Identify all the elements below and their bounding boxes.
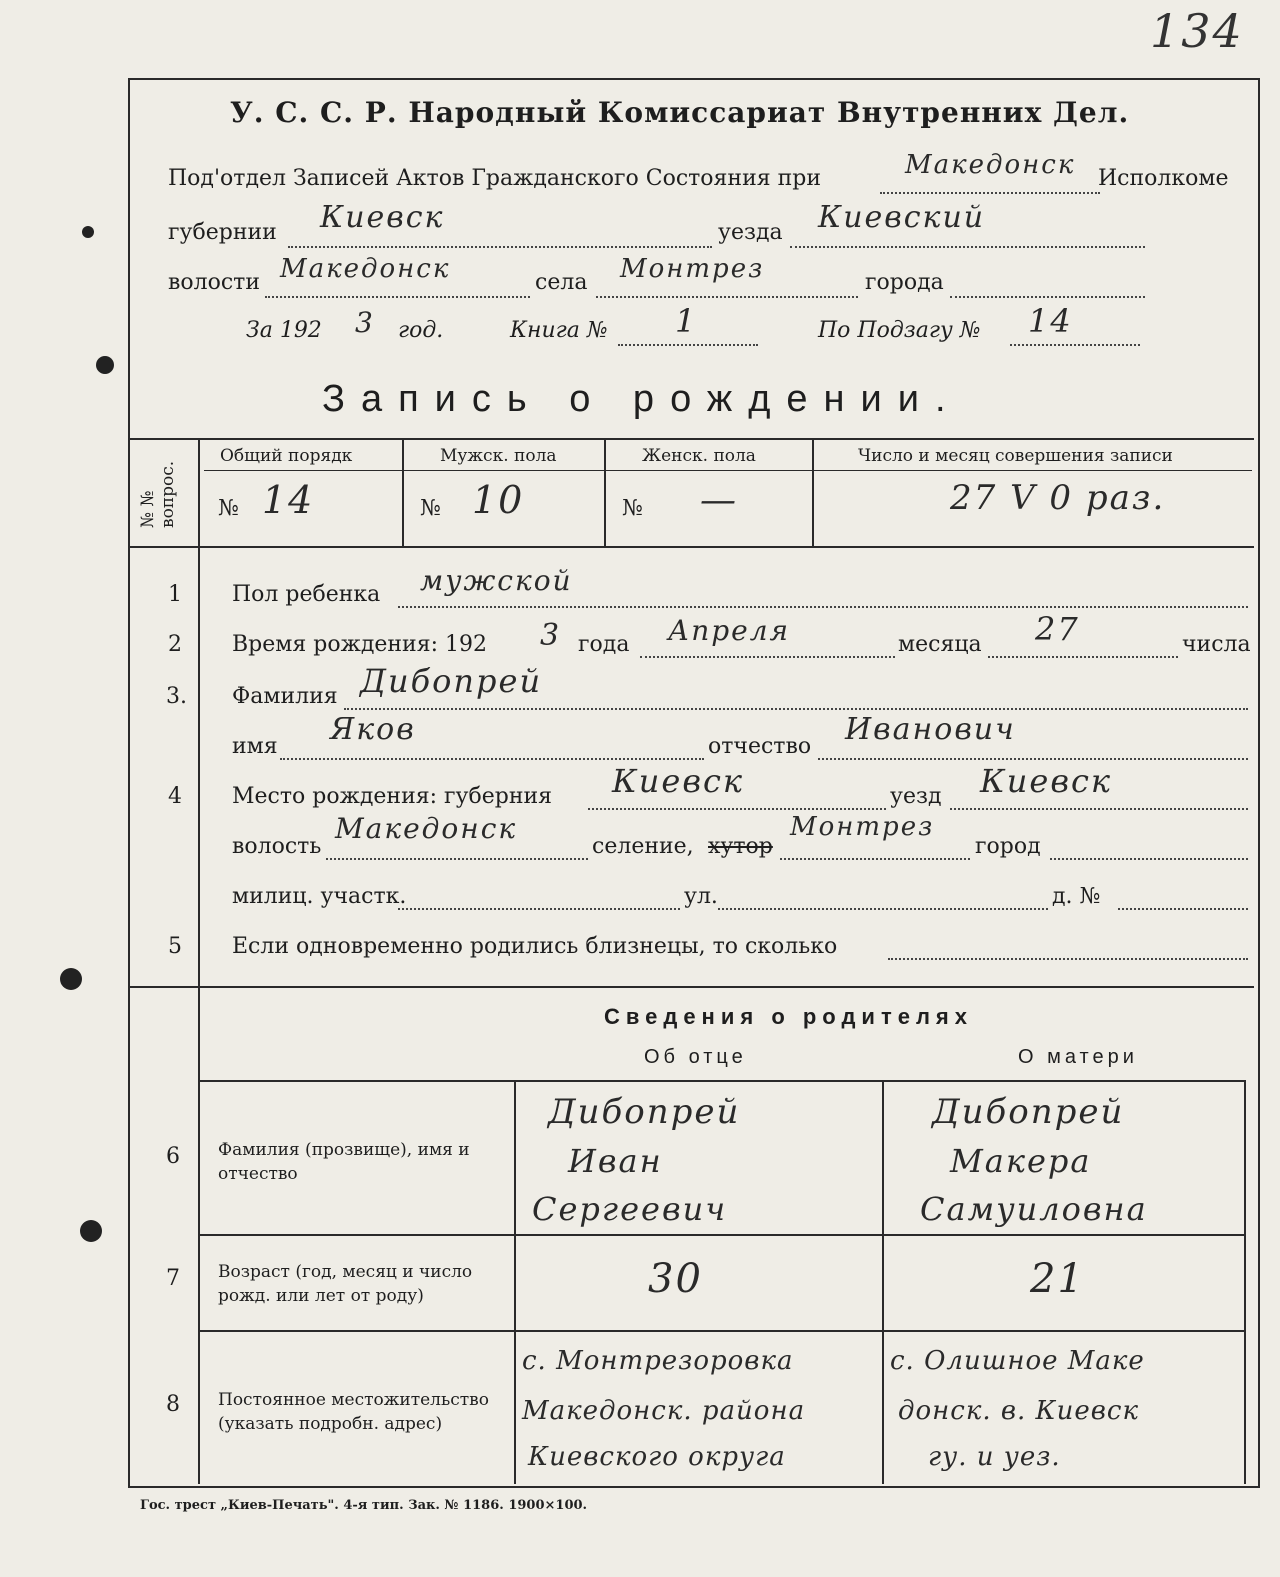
birthplace-selenie-label: селение, bbox=[592, 834, 694, 859]
militia-district-label: милиц. участк. bbox=[232, 884, 407, 909]
parents-section-title: Сведения о родителях bbox=[604, 1004, 974, 1029]
patronymic-line bbox=[818, 758, 1248, 760]
book-value: 1 bbox=[675, 302, 698, 340]
subdept-suffix: Исполкоме bbox=[1098, 166, 1229, 191]
father-address-line-1: с. Монтрезоровка bbox=[522, 1346, 794, 1376]
question-3-number: 3. bbox=[166, 684, 187, 709]
uezd-line bbox=[790, 246, 1145, 248]
podzagu-value: 14 bbox=[1028, 302, 1073, 340]
subdept-value: Македонск bbox=[905, 150, 1076, 180]
selo-label: села bbox=[535, 270, 588, 295]
father-column-rule bbox=[514, 1080, 516, 1484]
form-title: У. С. С. Р. Народный Комиссариат Внутренних Дел. bbox=[230, 96, 1130, 129]
subdept-label: Под'отдел Записей Актов Гражданского Состояния при bbox=[168, 166, 822, 191]
house-number-label: д. № bbox=[1052, 884, 1101, 909]
father-age-value: 30 bbox=[648, 1256, 703, 1302]
mother-address-line-2: донск. в. Киевск bbox=[898, 1396, 1140, 1426]
female-no-prefix: № bbox=[622, 496, 643, 521]
record-date-label: Число и месяц совершения записи bbox=[858, 446, 1173, 466]
book-label: Книга № bbox=[510, 318, 608, 343]
question-number-header: № № вопрос. bbox=[138, 460, 178, 528]
volost-label: волости bbox=[168, 270, 261, 295]
birthplace-gorod-label: город bbox=[975, 834, 1041, 859]
volost-value: Македонск bbox=[280, 254, 451, 284]
header-subrule bbox=[204, 470, 1252, 471]
birthplace-selenie-line bbox=[780, 858, 970, 860]
father-address-line-3: Киевского округа bbox=[528, 1442, 786, 1472]
birthplace-volost-line bbox=[326, 858, 588, 860]
question-8-number: 8 bbox=[166, 1392, 180, 1417]
female-count-value: — bbox=[700, 480, 738, 521]
question-2-number: 2 bbox=[168, 632, 182, 657]
child-surname-value: Дибопрей bbox=[360, 662, 543, 700]
first-name-label: имя bbox=[232, 734, 278, 759]
male-count-label: Мужск. пола bbox=[440, 446, 557, 466]
birthplace-khutor-label: хутор bbox=[708, 834, 773, 859]
binding-hole bbox=[96, 356, 114, 374]
total-order-label: Общий порядк bbox=[220, 446, 353, 466]
patronymic-label: отчество bbox=[708, 734, 812, 759]
record-date-value: 27 V 0 раз. bbox=[950, 478, 1166, 518]
gubernia-label: губернии bbox=[168, 220, 277, 245]
gubernia-value: Киевск bbox=[320, 200, 445, 235]
surname-label: Фамилия bbox=[232, 684, 338, 709]
birthplace-label: Место рождения: губерния bbox=[232, 784, 553, 809]
birthplace-uezd-value: Киевск bbox=[980, 762, 1112, 800]
mother-column-label: О матери bbox=[1018, 1046, 1138, 1068]
father-name-value: Иван bbox=[568, 1142, 663, 1180]
birth-time-label: Время рождения: 192 bbox=[232, 632, 487, 657]
table-top-rule bbox=[130, 438, 1254, 440]
birth-day-word: числа bbox=[1182, 632, 1251, 657]
street-line bbox=[718, 908, 1048, 910]
selo-line bbox=[596, 296, 858, 298]
male-count-value: 10 bbox=[472, 478, 525, 522]
record-title: Запись о рождении. bbox=[322, 378, 962, 420]
birthplace-volost-value: Македонск bbox=[335, 812, 518, 845]
birth-month-word: месяца bbox=[898, 632, 982, 657]
binding-hole bbox=[60, 968, 82, 990]
father-address-line-2: Македонск. района bbox=[522, 1396, 806, 1426]
child-sex-value: мужской bbox=[420, 564, 573, 597]
parent-name-label: Фамилия (прозвище), имя и отчество bbox=[218, 1140, 470, 1184]
question-4-number: 4 bbox=[168, 784, 182, 809]
binding-hole bbox=[82, 226, 94, 238]
year-label: За 192 bbox=[246, 318, 322, 343]
mother-address-line-3: гу. и уез. bbox=[928, 1442, 1061, 1472]
parent-address-label: Постоянное местожительство (указать подробн. адрес) bbox=[218, 1390, 489, 1434]
parents-top-rule bbox=[198, 1080, 1244, 1082]
male-no-prefix: № bbox=[420, 496, 441, 521]
year-suffix: год. bbox=[398, 318, 444, 343]
subdept-line bbox=[880, 192, 1100, 194]
question-7-number: 7 bbox=[166, 1266, 180, 1291]
uezd-value: Киевский bbox=[818, 200, 986, 235]
twins-line bbox=[888, 958, 1248, 960]
birth-day-line bbox=[988, 656, 1178, 658]
child-sex-line bbox=[398, 606, 1248, 608]
uezd-label: уезда bbox=[718, 220, 783, 245]
volost-line bbox=[265, 296, 530, 298]
total-order-value: 14 bbox=[262, 478, 315, 522]
mother-surname-value: Дибопрей bbox=[932, 1092, 1125, 1132]
podzagu-line bbox=[1010, 344, 1140, 346]
gorod-line bbox=[950, 296, 1145, 298]
year-value: 3 bbox=[355, 306, 375, 339]
archive-number: 134 bbox=[1150, 4, 1244, 58]
parents-right-rule bbox=[1244, 1080, 1246, 1484]
selo-value: Монтрез bbox=[620, 254, 765, 284]
qnum-column-rule bbox=[198, 438, 200, 1484]
child-first-name-value: Яков bbox=[330, 712, 416, 747]
total-no-prefix: № bbox=[218, 496, 239, 521]
birthplace-gubernia-line bbox=[588, 808, 886, 810]
birthplace-uezd-line bbox=[950, 808, 1248, 810]
birth-year-value: 3 bbox=[540, 618, 562, 653]
twins-label: Если одновременно родились близнецы, то сколько bbox=[232, 934, 838, 959]
question-5-number: 5 bbox=[168, 934, 182, 959]
birthplace-gubernia-value: Киевск bbox=[612, 762, 744, 800]
female-count-label: Женск. пола bbox=[642, 446, 756, 466]
birthplace-uezd-label: уезд bbox=[890, 784, 942, 809]
row-rule bbox=[198, 1234, 1244, 1236]
printer-imprint: Гос. трест „Киев-Печать". 4-я тип. Зак. № 1186. 1900×100. bbox=[140, 1498, 588, 1513]
child-sex-label: Пол ребенка bbox=[232, 582, 381, 607]
militia-district-line bbox=[398, 908, 680, 910]
birth-day-value: 27 bbox=[1035, 610, 1080, 648]
child-patronymic-value: Иванович bbox=[845, 712, 1016, 747]
mother-address-line-1: с. Олишное Маке bbox=[890, 1346, 1145, 1376]
first-name-line bbox=[280, 758, 704, 760]
birth-month-line bbox=[640, 656, 895, 658]
birthplace-gorod-line bbox=[1050, 858, 1248, 860]
mother-patronymic-value: Самуиловна bbox=[920, 1190, 1148, 1228]
row-rule bbox=[198, 1330, 1244, 1332]
birth-year-word: года bbox=[578, 632, 630, 657]
parent-age-label: Возраст (год, месяц и число рожд. или лет от роду) bbox=[218, 1262, 473, 1306]
father-patronymic-value: Сергеевич bbox=[532, 1190, 728, 1228]
podzagu-label: По Подзагу № bbox=[818, 318, 981, 343]
street-label: ул. bbox=[684, 884, 718, 909]
question-6-number: 6 bbox=[166, 1144, 180, 1169]
birthplace-selenie-value: Монтрез bbox=[790, 812, 935, 842]
number-column-rule bbox=[812, 438, 814, 546]
binding-hole bbox=[80, 1220, 102, 1242]
father-column-label: Об отце bbox=[644, 1046, 747, 1068]
house-number-line bbox=[1118, 908, 1248, 910]
section-rule bbox=[130, 986, 1254, 988]
gorod-label: города bbox=[865, 270, 944, 295]
table-mid-rule bbox=[130, 546, 1254, 548]
mother-age-value: 21 bbox=[1030, 1256, 1085, 1302]
gubernia-line bbox=[288, 246, 712, 248]
number-column-rule bbox=[604, 438, 606, 546]
number-column-rule bbox=[402, 438, 404, 546]
surname-line bbox=[344, 708, 1248, 710]
birthplace-volost-label: волость bbox=[232, 834, 322, 859]
father-surname-value: Дибопрей bbox=[548, 1092, 741, 1132]
mother-name-value: Макера bbox=[950, 1142, 1092, 1180]
question-1-number: 1 bbox=[168, 582, 182, 607]
book-line bbox=[618, 344, 758, 346]
birth-month-value: Апреля bbox=[668, 614, 791, 647]
mother-column-rule bbox=[882, 1080, 884, 1484]
